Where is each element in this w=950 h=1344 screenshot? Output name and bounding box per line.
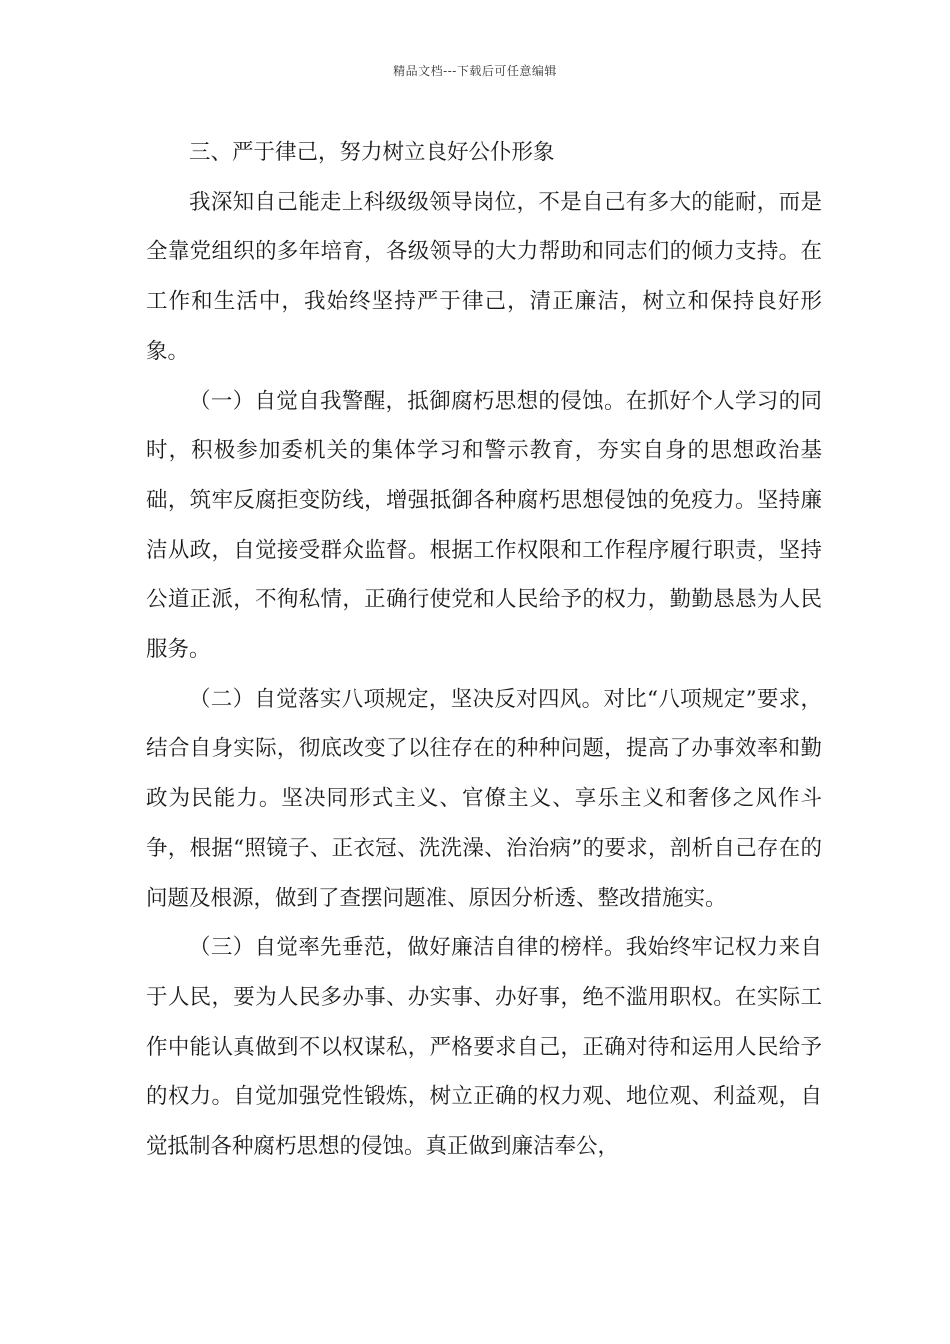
paragraph-item-1: （一）自觉自我警醒，抵御腐朽思想的侵蚀。在抓好个人学习的同时，积极参加委机关的集体学习和警示教育，夯实自身的思想政治基础，筑牢反腐拒变防线，增强抵御各种腐朽思想侵蚀的免疫力。坚持廉洁从政，自觉接受群众监督。根据工作权限和工作程序履行职责，坚持公道正派，不徇私情，正确行使党和人民给予的权力，勤勤恳恳为人民服务。 <box>146 388 822 663</box>
document-body <box>146 128 822 1172</box>
page-header: 精品文档---下载后可任意编辑 <box>393 64 557 78</box>
paragraph-item-2: （二）自觉落实八项规定，坚决反对四风。对比“八项规定”要求，结合自身实际，彻底改变了以往存在的种种问题，提高了办事效率和勤政为民能力。坚决同形式主义、官僚主义、享乐主义和奢侈之风作斗争，根据“照镜子、正衣冠、洗洗澡、治治病”的要求，剖析自己存在的问题及根源，做到了查摆问题准、原因分析透、整改措施实。 <box>146 686 822 911</box>
section-heading: 三、严于律己，努力树立良好公仆形象 <box>189 140 555 165</box>
paragraph-item-3: （三）自觉率先垂范，做好廉洁自律的榜样。我始终牢记权力来自于人民，要为人民多办事、办实事、办好事，绝不滥用职权。在实际工作中能认真做到不以权谋私，严格要求自己，正确对待和运用人民给予的权力。自觉加强党性锻炼，树立正确的权力观、地位观、利益观，自觉抵制各种腐朽思想的侵蚀。真正做到廉洁奉公， <box>146 935 822 1160</box>
paragraph-intro: 我深知自己能走上科级级领导岗位，不是自己有多大的能耐，而是全靠党组织的多年培育，各级领导的大力帮助和同志们的倾力支持。在工作和生活中，我始终坚持严于律己，清正廉洁，树立和保持良好形象。 <box>146 189 822 364</box>
